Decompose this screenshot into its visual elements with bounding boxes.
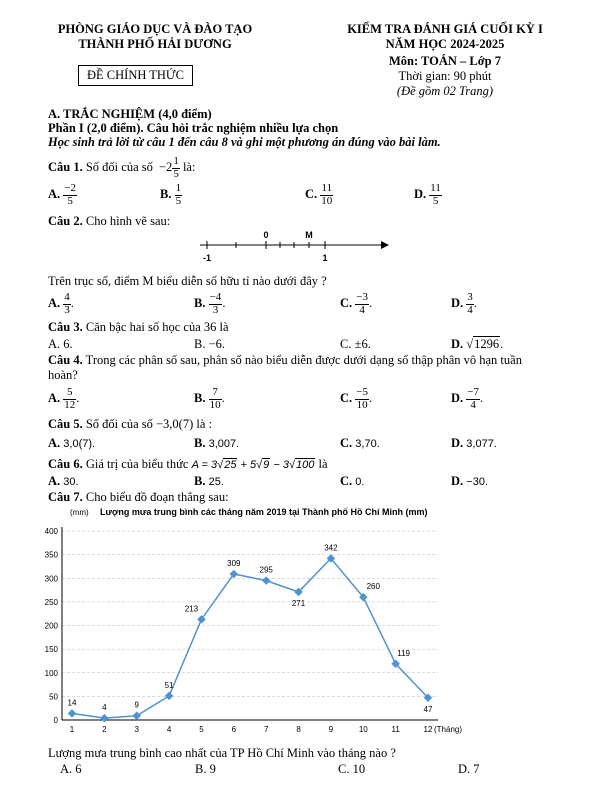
label-zero: 0 bbox=[263, 230, 269, 240]
rainfall-line-chart bbox=[40, 503, 480, 748]
question-2: Câu 2. Cho hình vẽ sau: bbox=[48, 214, 171, 228]
q4-option-a: A. $\frac{5}{12}$ . bbox=[48, 386, 80, 411]
question-4-cont: hoàn? bbox=[48, 368, 78, 382]
x-tick-label: 1 bbox=[69, 725, 75, 734]
q3-option-b: B. −6. bbox=[194, 337, 226, 351]
x-tick-label: 7 bbox=[263, 725, 269, 734]
q5-option-b: B. 3,007. bbox=[194, 436, 240, 450]
x-tick-label: 9 bbox=[328, 725, 334, 734]
question-6: Câu 6. Giá trị của biểu thức A = 3√25 + 5√9 − 3√100 là bbox=[48, 457, 328, 471]
data-label: 119 bbox=[397, 648, 411, 658]
number-line bbox=[195, 228, 395, 264]
arrow-icon bbox=[381, 241, 389, 249]
section-title: A. TRẮC NGHIỆM (4,0 điểm) bbox=[48, 107, 212, 121]
q2-option-b: B. $\frac{-4}{3}$ . bbox=[194, 291, 226, 316]
q6-option-b: B. 25. bbox=[194, 474, 224, 488]
data-label: 342 bbox=[324, 543, 338, 553]
question-3: Câu 3. Căn bậc hai số học của 36 là bbox=[48, 320, 229, 334]
x-tick-label: 3 bbox=[134, 725, 139, 734]
y-tick-label: 100 bbox=[44, 668, 58, 678]
q4-option-d: D. $\frac{-7}{4}$ . bbox=[451, 386, 484, 411]
y-tick-label: 0 bbox=[53, 716, 58, 725]
q3-option-a: A. 6. bbox=[48, 337, 73, 351]
data-label: 51 bbox=[164, 680, 174, 690]
question-7: Câu 7. Cho biểu đồ đoạn thẳng sau: bbox=[48, 490, 229, 504]
q3-option-d: D. √1296. bbox=[451, 337, 504, 351]
x-tick-label: 12 bbox=[423, 725, 433, 734]
data-label: 213 bbox=[184, 604, 199, 614]
y-tick-label: 150 bbox=[44, 645, 58, 655]
x-tick-label: 6 bbox=[231, 725, 237, 734]
q1-option-c: C. $\frac{11}{10}$ bbox=[305, 182, 333, 207]
x-tick-label: 5 bbox=[199, 725, 204, 734]
q7-option-c: C. 10 bbox=[338, 762, 366, 776]
time-limit: Thời gian: 90 phút bbox=[398, 69, 492, 83]
q5-option-d: D. 3,077. bbox=[451, 436, 497, 450]
q7-question: Lượng mưa trung bình cao nhất của TP Hồ Chí Minh vào tháng nào ? bbox=[48, 746, 396, 760]
label-minus-one: -1 bbox=[202, 253, 212, 263]
chart-ylabel: (mm) bbox=[70, 508, 89, 517]
series-points bbox=[68, 554, 432, 722]
q1-option-d: D. $\frac{11}{5}$ bbox=[414, 182, 441, 207]
instruction: Học sinh trả lời từ câu 1 đến câu 8 và ghi một phương án đúng vào bài làm. bbox=[48, 135, 441, 149]
question-4: Câu 4. Trong các phân số sau, phân số nào biểu diễn được dưới dạng số thập phân vô hạn tuần bbox=[48, 353, 522, 367]
chart-yticks bbox=[45, 527, 59, 725]
exam-title: KIỂM TRA ĐÁNH GIÁ CUỐI KỲ I bbox=[347, 22, 543, 36]
data-label: 14 bbox=[67, 698, 77, 708]
x-tick-label: 2 bbox=[102, 725, 107, 734]
data-point bbox=[132, 712, 140, 720]
q2-option-a: A. $\frac{4}{3}$ . bbox=[48, 291, 74, 316]
data-point bbox=[68, 709, 76, 717]
x-tick-label: 8 bbox=[296, 725, 301, 734]
q4-option-c: C. $\frac{-5}{10}$ . bbox=[340, 386, 373, 411]
q3-option-c: C. ±6. bbox=[340, 337, 371, 351]
page-count: (Đề gồm 02 Trang) bbox=[396, 84, 494, 98]
x-tick-label: 10 bbox=[358, 725, 368, 734]
y-tick-label: 350 bbox=[44, 550, 58, 560]
data-point bbox=[165, 692, 173, 700]
chart-title: Lượng mưa trung bình các tháng năm 2019 tại Thành phố Hồ Chí Minh (mm) bbox=[100, 507, 428, 517]
q7-option-d: D. 7 bbox=[458, 762, 480, 776]
q1-option-b: B. $\frac{1}{5}$ bbox=[160, 182, 182, 207]
y-tick-label: 50 bbox=[49, 692, 58, 702]
q4-option-b: B. $\frac{7}{10}$ . bbox=[194, 386, 225, 411]
question-5: Câu 5. Số đối của số −3,0(7) là : bbox=[48, 417, 212, 431]
y-tick-label: 400 bbox=[44, 527, 58, 536]
data-label: 4 bbox=[102, 703, 107, 713]
chart-grid bbox=[62, 527, 438, 720]
label-m: M bbox=[305, 230, 313, 240]
label-one: 1 bbox=[322, 253, 328, 263]
data-label: 9 bbox=[134, 700, 139, 710]
official-label: ĐỀ CHÍNH THỨC bbox=[78, 65, 193, 86]
department-name: PHÒNG GIÁO DỤC VÀ ĐÀO TẠO bbox=[57, 22, 253, 36]
q7-option-a: A. 6 bbox=[60, 762, 82, 776]
data-point bbox=[262, 576, 270, 584]
part-title: Phần I (2,0 điểm). Câu hỏi trắc nghiệm nhiều lựa chọn bbox=[48, 121, 339, 135]
data-label: 47 bbox=[423, 704, 433, 714]
x-tick-label: 11 bbox=[391, 725, 400, 734]
q2-option-d: D. $\frac{3}{4}$ . bbox=[451, 291, 477, 316]
data-label: 271 bbox=[291, 598, 306, 608]
x-tick-label: 4 bbox=[166, 725, 172, 734]
y-tick-label: 200 bbox=[44, 621, 58, 631]
subject: Môn: TOÁN – Lớp 7 bbox=[388, 54, 502, 68]
q1-option-a: A. $\frac{-2}{5}$ bbox=[48, 182, 76, 207]
chart-xlabel: (Tháng) bbox=[434, 725, 463, 734]
q6-option-c: C. 0. bbox=[340, 474, 365, 488]
chart-xticks bbox=[70, 725, 433, 734]
question-1: Câu 1. Số đối của số −2 $\frac{1}{5}$ là: bbox=[48, 155, 196, 180]
data-label: 309 bbox=[227, 558, 241, 568]
data-label: 295 bbox=[259, 565, 273, 575]
q6-option-d: D. −30. bbox=[451, 474, 488, 488]
y-tick-label: 250 bbox=[44, 597, 58, 607]
city-name: THÀNH PHỐ HẢI DƯƠNG bbox=[78, 37, 232, 51]
q7-option-b: B. 9 bbox=[195, 762, 216, 776]
data-label: 260 bbox=[366, 582, 380, 592]
data-point bbox=[100, 714, 108, 722]
q5-option-a: A. 3,0(7). bbox=[48, 436, 96, 450]
q2-option-c: C. $\frac{-3}{4}$ . bbox=[340, 291, 373, 316]
y-tick-label: 300 bbox=[44, 574, 58, 584]
school-year: NĂM HỌC 2024-2025 bbox=[385, 37, 505, 51]
q2-question: Trên trục số, điểm M biểu diễn số hữu tỉ nào dưới đây ? bbox=[48, 274, 327, 288]
q5-option-c: C. 3,70. bbox=[340, 436, 380, 450]
q6-option-a: A. 30. bbox=[48, 474, 79, 488]
